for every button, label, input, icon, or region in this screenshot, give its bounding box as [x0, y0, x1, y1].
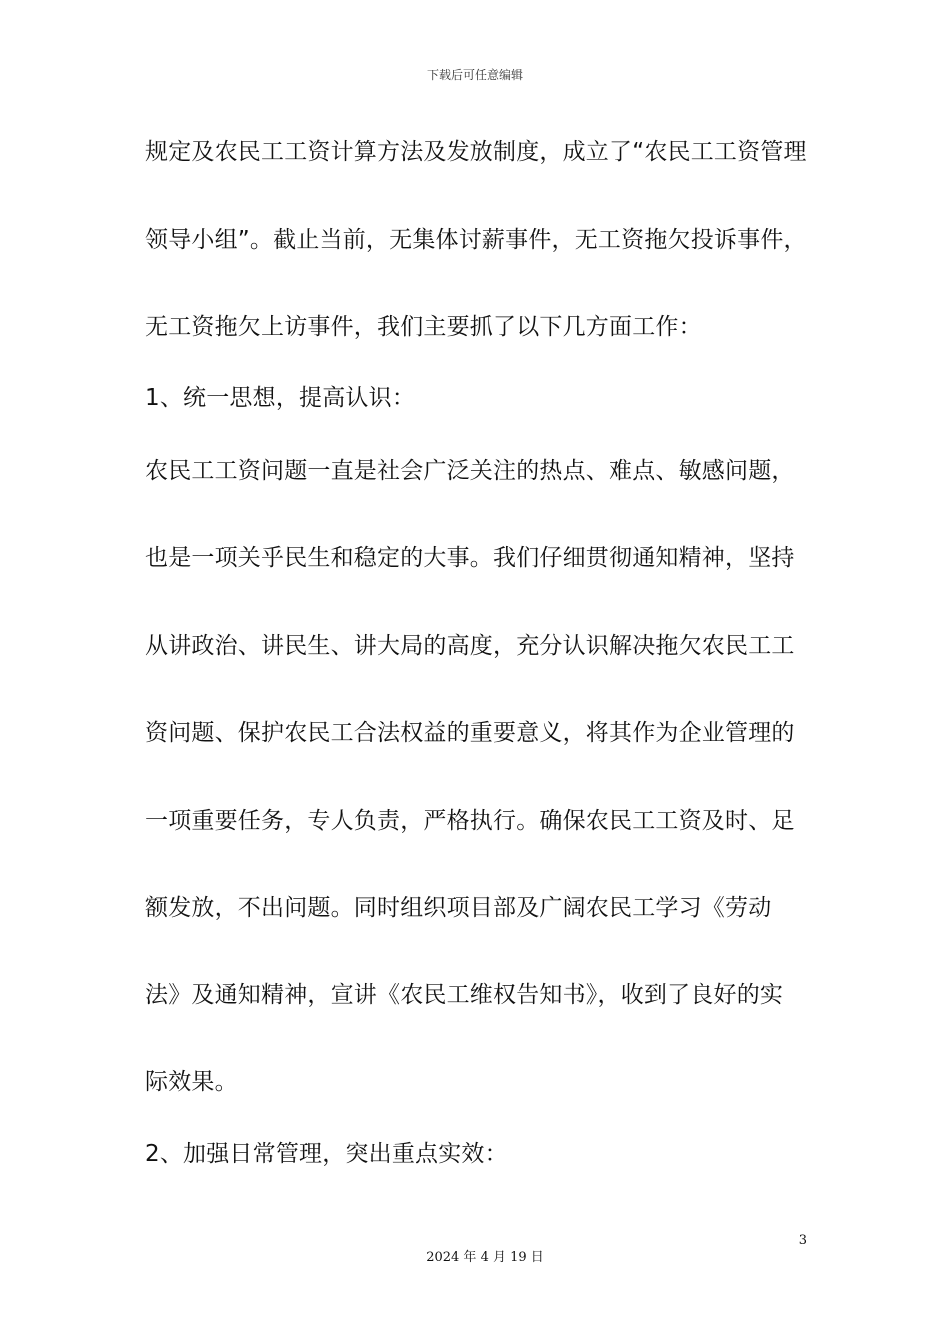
text-line: 领导小组”。截止当前，无集体讨薪事件，无工资拖欠投诉事件， — [145, 227, 807, 253]
page-number: 3 — [798, 1233, 807, 1248]
text-line: 资问题、保护农民工合法权益的重要意义，将其作为企业管理的 — [145, 720, 795, 746]
text-line: 无工资拖欠上访事件，我们主要抓了以下几方面工作： — [145, 314, 702, 340]
section-heading: 1、统一思想，提高认识： — [145, 385, 416, 411]
text-line: 也是一项关乎民生和稳定的大事。我们仔细贯彻通知精神，坚持 — [145, 545, 795, 571]
text-line: 法》及通知精神，宣讲《农民工维权告知书》，收到了良好的实 — [145, 982, 784, 1008]
text-line: 际效果。 — [145, 1069, 238, 1095]
footer-date: 2024 年 4 月 19 日 — [426, 1250, 544, 1265]
page-header: 下载后可任意编辑 — [426, 68, 523, 82]
text-line: 农民工工资问题一直是社会广泛关注的热点、难点、敏感问题， — [145, 458, 795, 484]
text-line: 规定及农民工工资计算方法及发放制度，成立了“农民工工资管理 — [145, 139, 807, 165]
text-line: 从讲政治、讲民生、讲大局的高度，充分认识解决拖欠农民工工 — [145, 633, 795, 659]
text-line: 一项重要任务，专人负责，严格执行。确保农民工工资及时、足 — [145, 808, 795, 834]
text-line: 额发放，不出问题。同时组织项目部及广阔农民工学习《劳动 — [145, 895, 772, 921]
section-heading: 2、加强日常管理，突出重点实效： — [145, 1141, 508, 1167]
